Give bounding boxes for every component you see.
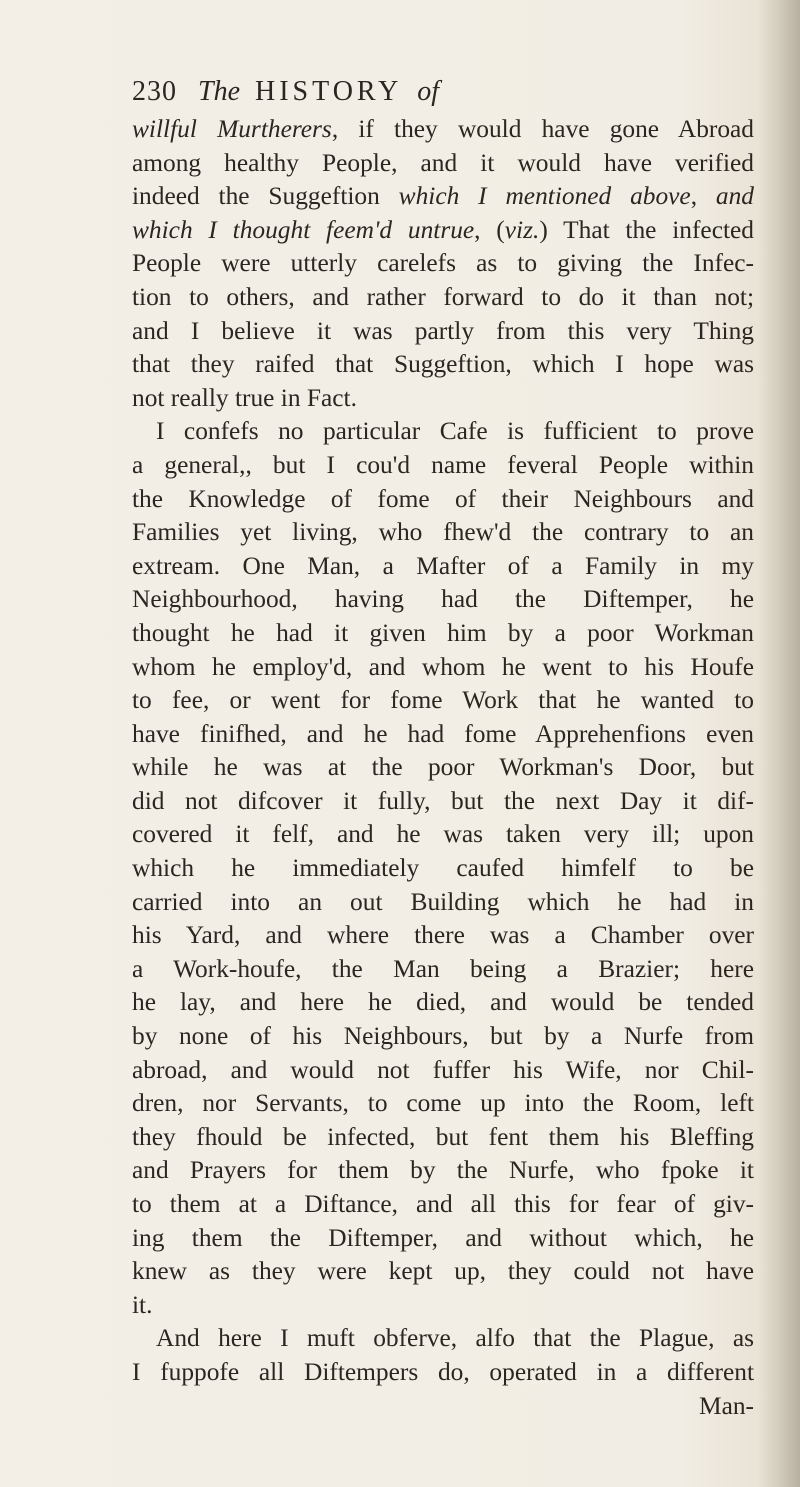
- text-run: a general,, but I cou'd name feveral People within: [132, 450, 754, 479]
- text-run: a Work-houfe, the Man being a Brazier; here: [132, 954, 754, 983]
- text-run: have finifhed, and he had fome Apprehenfions even: [132, 719, 754, 748]
- text-run: among healthy People, and it would have verified: [132, 148, 754, 177]
- text-run: I confefs no particular Cafe is fufficient to prove: [156, 417, 754, 446]
- text-line: [132, 1322, 754, 1356]
- text-run: abroad, and would not fuffer his Wife, nor Chil-: [132, 1055, 754, 1084]
- text-line: [132, 617, 754, 651]
- text-line: [132, 751, 754, 785]
- text-run: knew as they were kept up, they could not have: [132, 1257, 754, 1286]
- text-run: which I thought feem'd untrue: [132, 215, 475, 244]
- text-line: [132, 1255, 754, 1289]
- header-title: HISTORY: [255, 76, 403, 107]
- text-run: indeed the Suggeftion: [132, 182, 399, 211]
- text-run: he lay, and here he died, and would be tended: [132, 988, 754, 1017]
- text-line: [132, 180, 754, 214]
- text-line: [132, 214, 754, 248]
- text-line: [132, 147, 754, 181]
- text-line: [132, 348, 754, 382]
- text-run: Families yet living, who fhew'd the contrary to an: [132, 518, 754, 547]
- text-run: whom he employ'd, and whom he went to his Houfe: [132, 652, 754, 681]
- text-line: [132, 1188, 754, 1222]
- text-run: , if they would have gone Abroad: [331, 115, 755, 143]
- text-run: by none of his Neighbours, but by a Nurfe from: [132, 1022, 754, 1051]
- header-of: of: [417, 76, 440, 107]
- text-run: willful Murtherers: [132, 115, 332, 143]
- text-run: And here I muft obferve, alfo that the Plague, as: [156, 1324, 754, 1353]
- text-line: [132, 516, 754, 550]
- text-run: that they raifed that Suggeftion, which I hope was: [132, 350, 754, 379]
- text-line: [132, 886, 754, 920]
- text-line: [132, 583, 754, 617]
- text-line: [132, 1154, 754, 1188]
- text-run: tion to others, and rather forward to do it than not;: [132, 282, 754, 311]
- text-line: [132, 986, 754, 1020]
- text-line: [132, 718, 754, 752]
- text-run: to them at a Diftance, and all this for fear of giv-: [132, 1190, 754, 1218]
- text-line: [132, 382, 754, 416]
- text-run: his Yard, and where there was a Chamber over: [132, 921, 754, 950]
- running-header: [132, 76, 752, 116]
- text-line: [132, 1054, 754, 1088]
- text-run: Man-: [699, 1391, 754, 1420]
- text-run: and: [715, 182, 754, 211]
- text-line: [132, 415, 754, 449]
- text-line: [132, 1121, 754, 1155]
- text-line: [132, 1356, 754, 1390]
- text-run: carried into an out Building which he had in: [132, 887, 754, 916]
- text-run: to fee, or went for fome Work that he wanted to: [132, 686, 754, 715]
- page-edge-shadow: [758, 0, 800, 1487]
- text-run: the Knowledge of fome of their Neighbours and: [132, 484, 754, 513]
- text-run: I fuppofe all Diftempers do, operated in a different: [132, 1357, 754, 1386]
- text-line: [132, 684, 754, 718]
- text-run: , (: [474, 215, 505, 244]
- text-line: [132, 281, 754, 315]
- text-line: [132, 113, 754, 147]
- text-line: [132, 483, 754, 517]
- text-line: [132, 315, 754, 349]
- text-run: thought he had it given him by a poor Workman: [132, 618, 754, 647]
- text-line: [132, 919, 754, 953]
- body-text: [132, 113, 754, 1423]
- text-run: extream. One Man, a Mafter of a Family in my: [132, 551, 754, 580]
- text-run: Neighbourhood, having had the Diftemper, he: [132, 585, 754, 614]
- text-line: [132, 1087, 754, 1121]
- text-run: it.: [132, 1290, 153, 1319]
- text-run: ,: [690, 182, 716, 211]
- text-run: covered it felf, and he was taken very ill; upon: [132, 820, 754, 849]
- text-line: [132, 852, 754, 886]
- text-run: while he was at the poor Workman's Door, but: [132, 753, 754, 782]
- text-run: ) That the infected: [539, 215, 754, 244]
- text-run: which he immediately caufed himfelf to be: [132, 854, 754, 883]
- text-line: [132, 1020, 754, 1054]
- page-number: 230: [132, 76, 177, 107]
- text-run: dren, nor Servants, to come up into the Room, left: [132, 1089, 754, 1118]
- catchword: [132, 1390, 754, 1424]
- text-line: [132, 651, 754, 685]
- text-run: People were utterly carelefs as to giving the Infec-: [132, 249, 754, 278]
- text-run: and Prayers for them by the Nurfe, who fpoke it: [132, 1156, 754, 1185]
- text-line: [132, 953, 754, 987]
- text-line: [132, 818, 754, 852]
- header-the: The: [198, 76, 240, 107]
- text-run: they fhould be infected, but fent them his Bleffing: [132, 1122, 754, 1151]
- text-run: ing them the Diftemper, and without which, he: [132, 1223, 754, 1252]
- text-line: [132, 449, 754, 483]
- text-line: [132, 785, 754, 819]
- text-line: [132, 1222, 754, 1256]
- text-line: [132, 247, 754, 281]
- text-line: [132, 550, 754, 584]
- text-run: viz.: [504, 215, 540, 244]
- text-run: which I mentioned above: [398, 182, 691, 211]
- text-run: not really true in Fact.: [132, 383, 357, 412]
- text-line: [132, 1289, 754, 1323]
- text-run: and I believe it was partly from this very Thing: [132, 316, 754, 345]
- text-run: did not difcover it fully, but the next Day it dif-: [132, 786, 754, 815]
